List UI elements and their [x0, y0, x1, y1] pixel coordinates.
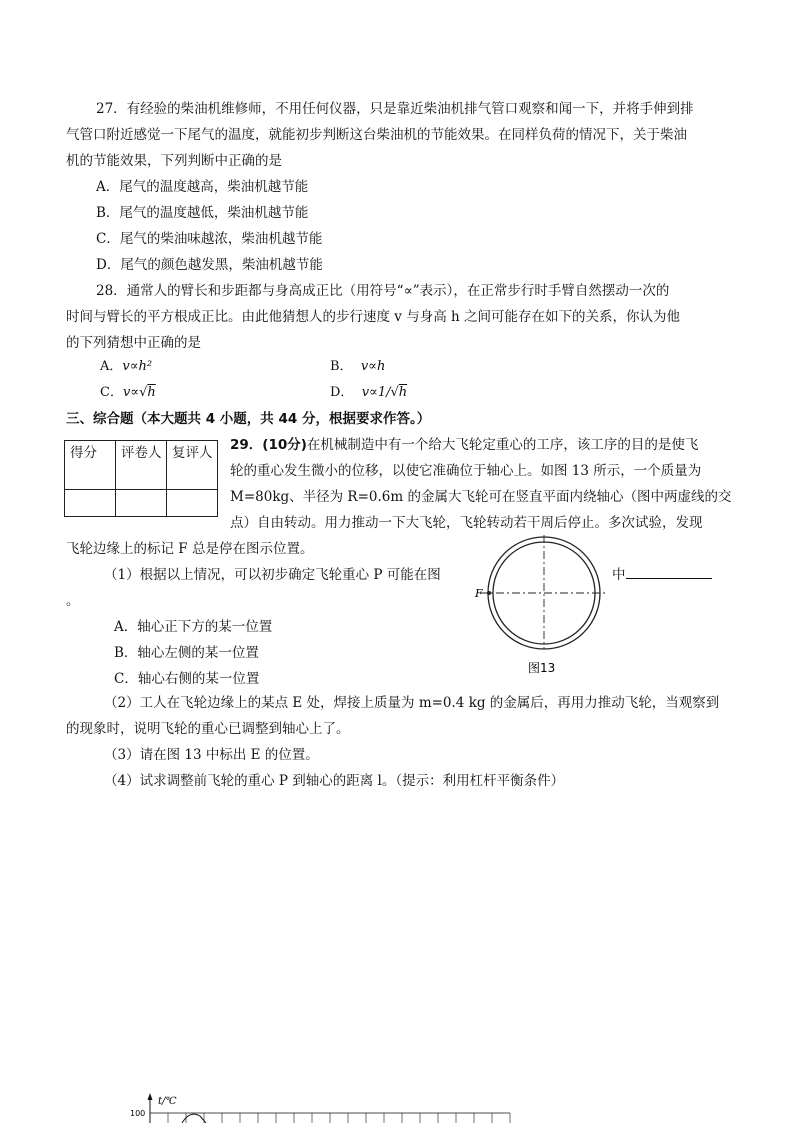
figure-caption: 图13: [528, 661, 556, 675]
q29-sub1-text: （1）根据以上情况，可以初步确定飞轮重心 P 可能在图: [104, 567, 441, 583]
q27-option-b: B．尾气的温度越低，柴油机越节能: [96, 205, 309, 221]
q29-line-2: 轮的重心发生微小的位移，以使它准确位于轴心上。如图 13 所示，一个质量为: [230, 463, 702, 479]
score-cell: 得分: [65, 441, 116, 490]
q28-option-c: C．v∝√h: [100, 385, 156, 400]
q29-line-4: 点）自由转动。用力推动一下大飞轮，飞轮转动若干周后停止。多次试验，发现: [230, 515, 703, 531]
sqrt-radicand: h: [398, 385, 408, 400]
q28-option-d: D． v∝1/√h: [330, 385, 408, 400]
grader-blank: [116, 490, 167, 517]
q29-line-3: M=80kg、半径为 R=0.6m 的金属大飞轮可在竖直平面内绕轴心（图中两虚线的交: [230, 489, 732, 505]
score-table: [64, 440, 218, 517]
q27-line-1: 27．有经验的柴油机维修师，不用任何仪器，只是靠近柴油机排气管口观察和闻一下，并将手伸到排: [96, 101, 694, 117]
y-axis-arrow: [148, 1093, 153, 1100]
mark-f-dot: [487, 591, 491, 595]
curve-fragment: [182, 1114, 206, 1123]
q28-line-3: 的下列猜想中正确的是: [66, 335, 201, 351]
flywheel-figure: [470, 535, 610, 680]
q27-option-a: A．尾气的温度越高，柴油机越节能: [96, 179, 309, 195]
q29-sub1-end: 。: [66, 593, 80, 609]
q27-line-2: 气管口附近感觉一下尾气的温度，就能初步判断这台柴油机的节能效果。在同样负荷的情况下，关于柴油: [66, 127, 687, 143]
q28-line-1: 28．通常人的臂长和步距都与身高成正比（用符号“∝”表示），在正常步行时手臂自然摆动一次的: [96, 283, 670, 299]
score-blank: [65, 490, 116, 517]
q27-option-d: D．尾气的颜色越发黑，柴油机越节能: [96, 257, 323, 273]
q27-option-c: C．尾气的柴油味越浓，柴油机越节能: [96, 231, 323, 247]
reviewer-cell: 复评人: [167, 441, 218, 490]
q28-option-b: B． v∝h: [330, 359, 386, 374]
q29-sub2-line-2: 的现象时，说明飞轮的重心已调整到轴心上了。: [66, 721, 350, 737]
sqrt-radicand: h: [147, 385, 156, 400]
q29-lead: 29．(10分): [230, 437, 307, 453]
temperature-chart-fragment: [130, 1092, 520, 1123]
q29-line-1: 29．(10分)在机械制造中有一个给大飞轮定重心的工序，该工序的目的是使飞: [230, 437, 699, 453]
q27-line-3: 机的节能效果，下列判断中正确的是: [66, 153, 282, 169]
q28-option-a: A．v∝h²: [100, 359, 153, 374]
q29-sub4: （4）试求调整前飞轮的重心 P 到轴心的距离 l。（提示：利用杠杆平衡条件）: [104, 773, 565, 789]
grader-cell: 评卷人: [116, 441, 167, 490]
q29-option-a: A．轴心正下方的某一位置: [114, 619, 273, 635]
q29-option-c: C．轴心右侧的某一位置: [114, 671, 260, 687]
q29-sub1-answer: 中: [612, 562, 712, 588]
section-heading: 三、综合题（本大题共 4 小题，共 44 分，根据要求作答。）: [66, 411, 431, 427]
q28-line-2: 时间与臂长的平方根成正比。由此他猜想人的步行速度 v 与身高 h 之间可能存在如下的关系，你认为他: [66, 309, 680, 325]
q29-line-5: 飞轮边缘上的标记 F 总是停在图示位置。: [66, 541, 314, 557]
q29-sub3: （3）请在图 13 中标出 E 的位置。: [104, 747, 319, 763]
vertical-gridlines: [168, 1113, 510, 1123]
y-axis-label: t/℃: [158, 1096, 177, 1107]
q29-option-b: B．轴心左侧的某一位置: [114, 645, 259, 661]
reviewer-blank: [167, 490, 218, 517]
q29-sub2-line-1: （2）工人在飞轮边缘上的某点 E 处，焊接上质量为 m=0.4 kg 的金属后，再用力推动飞轮，当观察到: [104, 695, 720, 711]
tick-label-100: 100: [130, 1109, 146, 1118]
mark-f-label: F: [475, 587, 483, 600]
answer-blank: [626, 562, 712, 579]
